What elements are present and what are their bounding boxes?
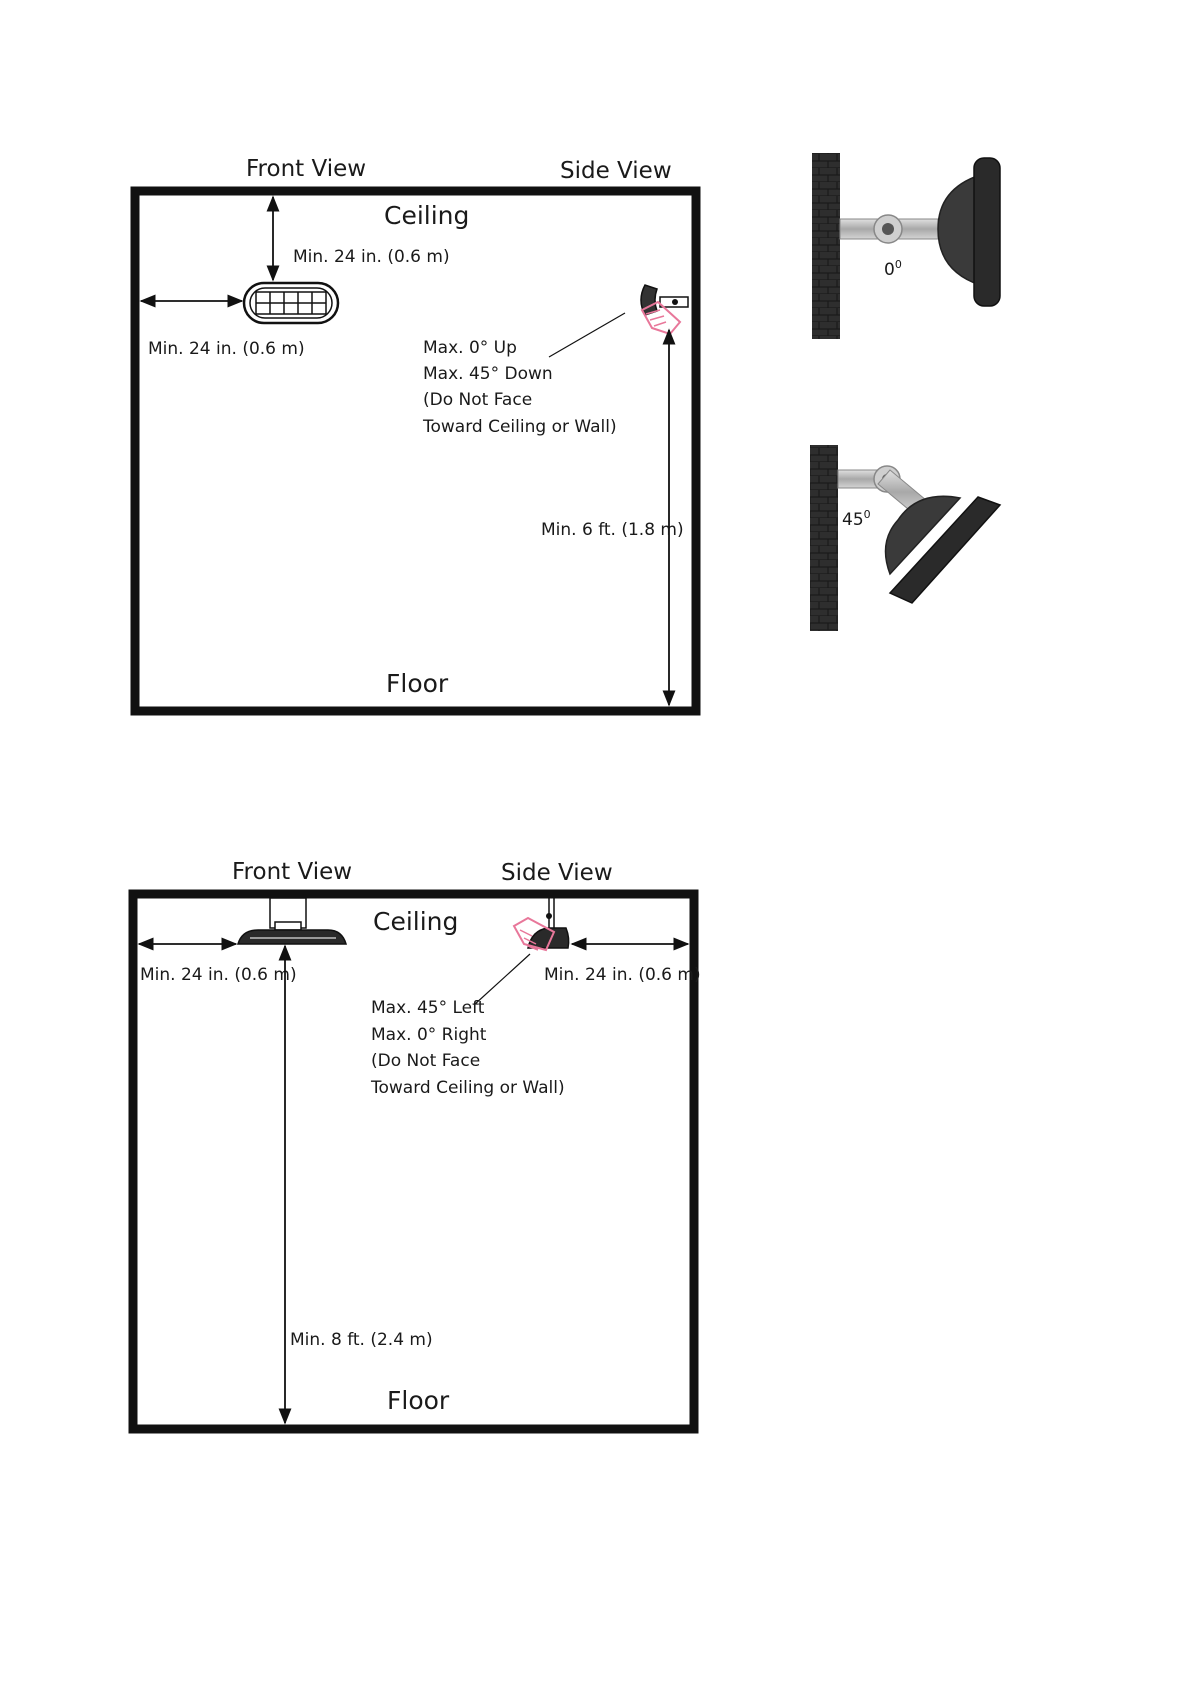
- bottom-tilt-note-line-3: (Do Not Face: [371, 1051, 481, 1071]
- top-tilt-note-line-4: Toward Ceiling or Wall): [423, 417, 617, 437]
- top-wall-clearance-label: Min. 24 in. (0.6 m): [148, 339, 305, 359]
- top-front-heater: [244, 283, 338, 323]
- top-tilt-note-line-2: Max. 45° Down: [423, 364, 553, 384]
- top-side-view-label: Side View: [560, 158, 672, 184]
- top-floor-label: Floor: [386, 669, 449, 698]
- bottom-side-view-label: Side View: [501, 860, 613, 886]
- top-diagram: [135, 156, 696, 711]
- bottom-side-heater: [514, 898, 569, 950]
- bottom-front-view-label: Front View: [232, 859, 353, 885]
- bottom-diagram: [133, 859, 701, 1429]
- bracket-fortyfive-degree-illustration: [810, 445, 1000, 631]
- bottom-right-clearance-label: Min. 24 in. (0.6 m): [544, 965, 701, 985]
- bottom-tilt-note-line-1: Max. 45° Left: [371, 998, 485, 1018]
- top-front-view-label: Front View: [246, 156, 367, 182]
- top-ceiling-clearance-label: Min. 24 in. (0.6 m): [293, 247, 450, 267]
- top-height-label: Min. 6 ft. (1.8 m): [541, 520, 684, 540]
- bottom-left-clearance-label: Min. 24 in. (0.6 m): [140, 965, 297, 985]
- zero-degree-label: $0^0$: [884, 258, 902, 280]
- top-ceiling-label: Ceiling: [384, 201, 470, 230]
- bottom-height-label: Min. 8 ft. (2.4 m): [290, 1330, 433, 1350]
- bottom-ceiling-label: Ceiling: [373, 907, 459, 936]
- bracket-zero-degree-illustration: [812, 153, 1000, 339]
- top-room-frame: [135, 191, 696, 711]
- bottom-tilt-note-line-2: Max. 0° Right: [371, 1025, 487, 1045]
- bottom-floor-label: Floor: [387, 1386, 450, 1415]
- top-tilt-note-line-1: Max. 0° Up: [423, 338, 517, 358]
- top-tilt-leader: [549, 313, 625, 357]
- bottom-tilt-note-line-4: Toward Ceiling or Wall): [371, 1078, 565, 1098]
- top-tilt-note-line-3: (Do Not Face: [423, 390, 533, 410]
- fortyfive-degree-label: $45^0$: [842, 508, 871, 530]
- bottom-front-heater: [238, 898, 346, 944]
- top-side-heater: [641, 285, 688, 334]
